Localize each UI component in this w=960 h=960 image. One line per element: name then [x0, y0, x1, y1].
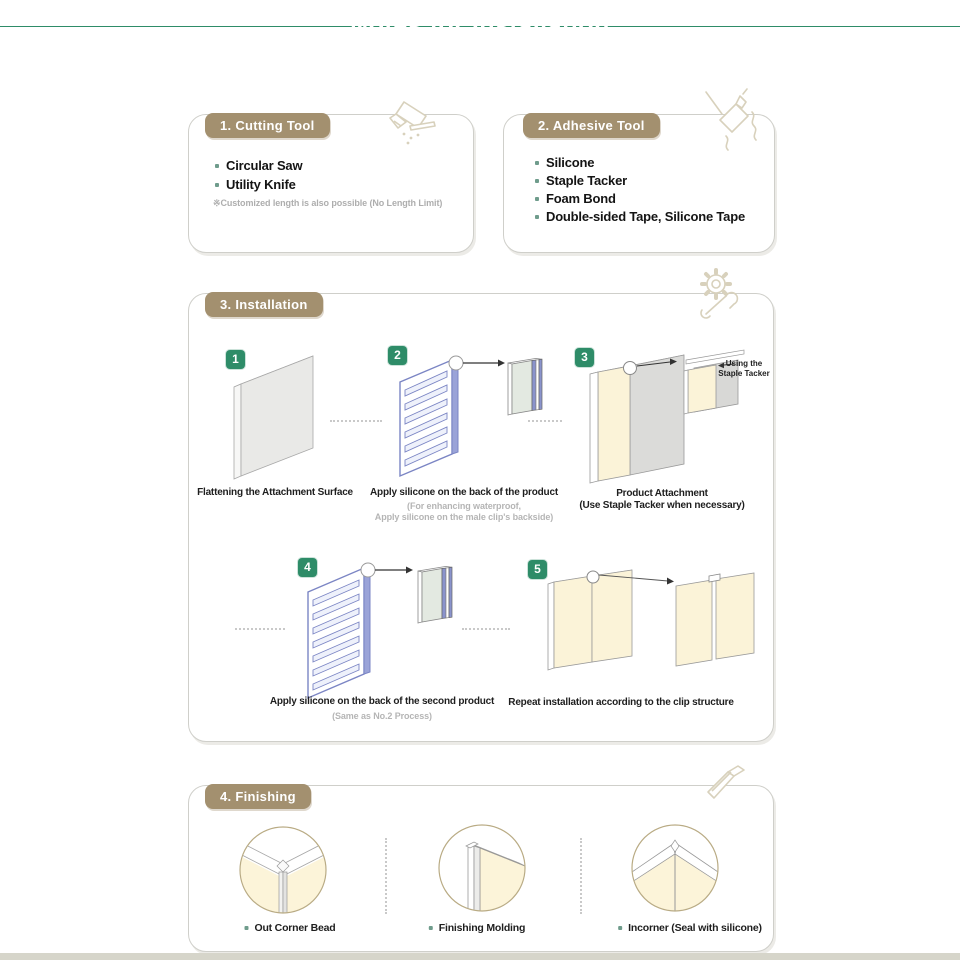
bullet-dot: [535, 215, 539, 219]
finishing-item: [429, 922, 525, 934]
bottom-band: [0, 953, 960, 960]
list-item: [535, 155, 594, 170]
bullet-dot: [535, 161, 539, 165]
silicone-tube-icon: [698, 88, 760, 152]
dotted-separator: [580, 838, 582, 914]
dotted-separator: [462, 628, 510, 630]
step2-subcaption: (For enhancing waterproof,: [407, 501, 521, 511]
finishing-item: [618, 922, 762, 934]
annotation-line: Staple Tacker: [718, 369, 770, 378]
step2-subcaption: Apply silicone on the male clip's backside): [374, 512, 554, 522]
step-number-badge: 4: [298, 558, 317, 577]
finishing-label: 4. Finishing: [205, 784, 311, 809]
dotted-separator: [235, 628, 285, 630]
cutting-tool-label: 1. Cutting Tool: [205, 113, 330, 138]
list-item-label: Silicone: [546, 155, 595, 170]
step3-caption: Product Attachment: [616, 488, 708, 499]
step1-caption: Flattening the Attachment Surface: [197, 487, 353, 498]
list-item-label: Staple Tacker: [546, 173, 627, 188]
staple-tacker-annotation: [718, 359, 769, 379]
bullet-dot: [244, 926, 248, 930]
cutting-note: ※Customized length is also possible (No Length Limit): [213, 198, 443, 208]
bullet-dot: [215, 164, 219, 168]
finishing-item-label: Out Corner Bead: [254, 922, 336, 934]
list-item-label: Circular Saw: [226, 158, 303, 173]
list-item: [215, 177, 296, 192]
step-number-badge: 1: [226, 350, 245, 369]
out-corner-bead-illustration: [239, 826, 327, 914]
step-number-badge: 3: [575, 348, 594, 367]
step4-subcaption: (Same as No.2 Process): [332, 711, 432, 721]
dotted-separator: [385, 838, 387, 914]
bullet-dot: [535, 179, 539, 183]
step-number-badge: 2: [388, 346, 407, 365]
dotted-separator: [330, 420, 382, 422]
finishing-item-label: Finishing Molding: [438, 922, 526, 934]
bullet-dot: [215, 183, 219, 187]
step3-caption-line2: (Use Staple Tacker when necessary): [579, 500, 745, 511]
step-number-badge: 5: [528, 560, 547, 579]
step5-repeat-installation-illustration: [540, 560, 770, 690]
adhesive-tool-label: 2. Adhesive Tool: [523, 113, 660, 138]
step2-caption: Apply silicone on the back of the product: [370, 487, 558, 498]
bullet-dot: [429, 926, 433, 930]
step4-silicone-second-product-illustration: [300, 558, 465, 706]
step4-caption: Apply silicone on the back of the second product: [269, 696, 495, 707]
bullet-dot: [618, 926, 622, 930]
incorner-illustration: [631, 824, 719, 912]
list-item: [535, 209, 745, 224]
list-item: [535, 191, 616, 206]
finishing-molding-illustration: [438, 824, 526, 912]
utility-knife-icon: [380, 92, 438, 150]
list-item-label: Double-sided Tape, Silicone Tape: [546, 209, 745, 224]
corner-bead-icon: [702, 758, 756, 810]
page-title: Notes for Installation: [350, 12, 610, 40]
finishing-item: [244, 922, 335, 934]
gear-wrench-icon: [692, 262, 752, 324]
finishing-item-label: Incorner (Seal with silicone): [628, 922, 762, 934]
list-item: [535, 173, 627, 188]
annotation-line: Using the: [725, 359, 763, 368]
step5-caption: Repeat installation according to the clip structure: [508, 697, 734, 708]
list-item: [215, 158, 302, 173]
installation-label: 3. Installation: [205, 292, 323, 317]
list-item-label: Utility Knife: [226, 177, 296, 192]
list-item-label: Foam Bond: [546, 191, 616, 206]
step2-silicone-back-illustration: [392, 350, 547, 485]
bullet-dot: [535, 197, 539, 201]
